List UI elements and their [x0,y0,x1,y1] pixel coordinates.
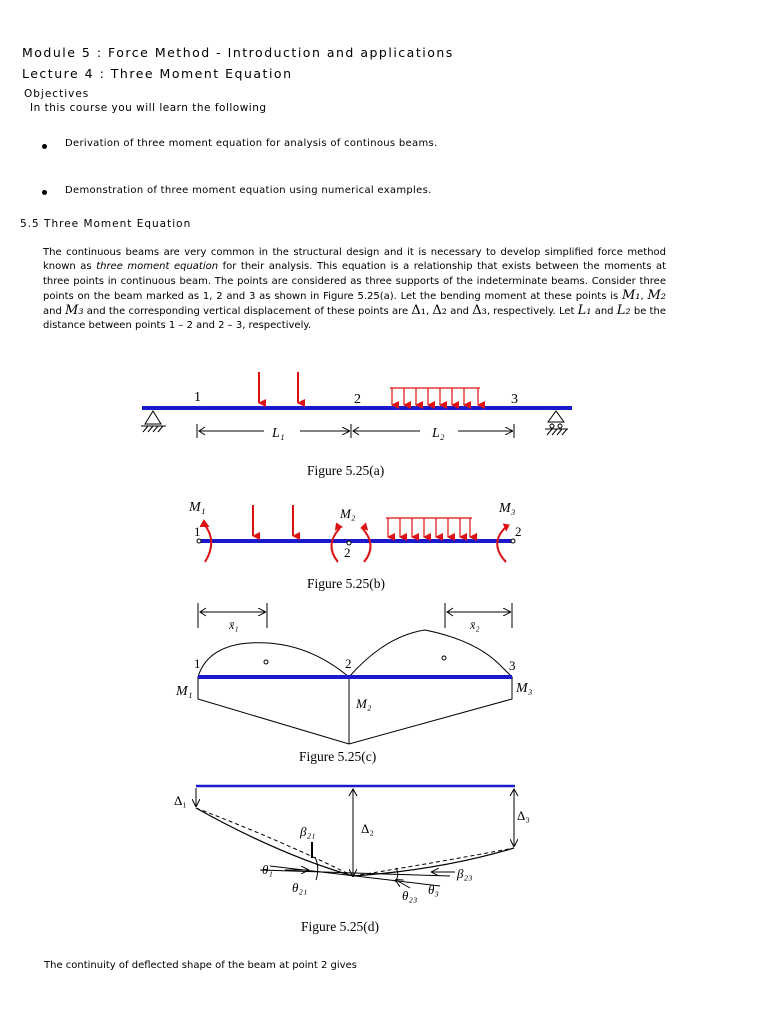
angle-label: β₂₃ [457,866,473,881]
figure-caption: Figure 5.25(b) [307,576,385,591]
objective-item: Derivation of three moment equation for analysis of continous beams. [65,138,438,149]
section-heading: 5.5 Three Moment Equation [20,218,192,230]
point-label: 1 [194,524,201,539]
moment-label: M₁ [176,684,193,699]
continuity-text: The continuity of deflected shape of the beam at point 2 gives [44,960,357,971]
point-label: 2 [354,392,361,407]
moment-arc [362,528,371,562]
angle-label: θ₃ [428,882,439,897]
objective-item: Demonstration of three moment equation using numerical examples. [65,185,432,196]
point-label: 2 [345,656,352,671]
angle-label: θ₁ [262,862,273,877]
distributed-load [386,518,472,537]
objectives-heading: Objectives [24,88,90,100]
centroid-distance-label: x̄₁ [229,618,239,632]
moment-arc [497,526,507,562]
figure-d [174,786,530,934]
pin-support [145,411,161,424]
figure-b [188,500,522,591]
span-label: L₂ [432,426,445,441]
free-moment-diagram [349,630,512,677]
centroid-distance-label: x̄₂ [470,618,480,632]
dimension-line [197,424,514,438]
deflection-label: Δ₂ [361,821,374,836]
moment-label: M₁ [189,500,206,515]
tangent-line [260,870,450,876]
angle-label: θ₂₃ [402,888,418,903]
distributed-load [390,388,480,405]
roller-support [548,411,564,422]
point-label: 1 [194,390,201,405]
point-label: 2 [344,545,351,560]
moment-label: M₃ [499,501,516,516]
figure-caption: Figure 5.25(c) [299,749,377,764]
free-moment-diagram [198,643,349,677]
angle-label: θ₂₁ [292,880,308,895]
figure-c [175,603,533,764]
point-label: 2 [515,524,522,539]
angle-label: β₂₁ [300,824,316,839]
figure-caption: Figure 5.25(d) [301,919,379,934]
moment-arc [331,528,340,562]
end-moment-diagram [198,677,512,744]
deflection-label: Δ₃ [517,808,530,823]
point-label: 3 [509,658,516,673]
section-paragraph: The continuous beams are very common in the structural design and it is necessary to develop simplified force method known as three moment equation for their analysis. This equation is a relationship that exists between the moments at three points in continuous beam. The points are considered as three supports of the indeterminate beams. Consider three points on the beam marked as 1, 2 and 3 as shown in Figure 5.25(a). Let the bending moment at these points is M₁, M₂ and M₃ and the corresponding vertical displacement of these points are Δ₁, Δ₂ and Δ₃, respectively. Let L₁ and L₂ be the distance between points 1 – 2 and 2 – 3, respectively. [43,247,667,332]
deflection-label: Δ₁ [174,793,187,808]
figure-a [141,372,572,478]
span-label: L₁ [272,426,285,441]
moment-label: M₃ [516,681,533,696]
lecture-title: Lecture 4 : Three Moment Equation [22,66,293,81]
point-label: 3 [511,392,518,407]
chord-line [196,808,353,876]
figure-caption: Figure 5.25(a) [307,463,385,478]
moment-label: M₂ [340,506,356,521]
point-label: 1 [194,656,201,671]
objectives-intro: In this course you will learn the following [30,102,267,114]
moment-label: M₂ [356,696,372,711]
module-title: Module 5 : Force Method - Introduction and applications [22,45,454,60]
